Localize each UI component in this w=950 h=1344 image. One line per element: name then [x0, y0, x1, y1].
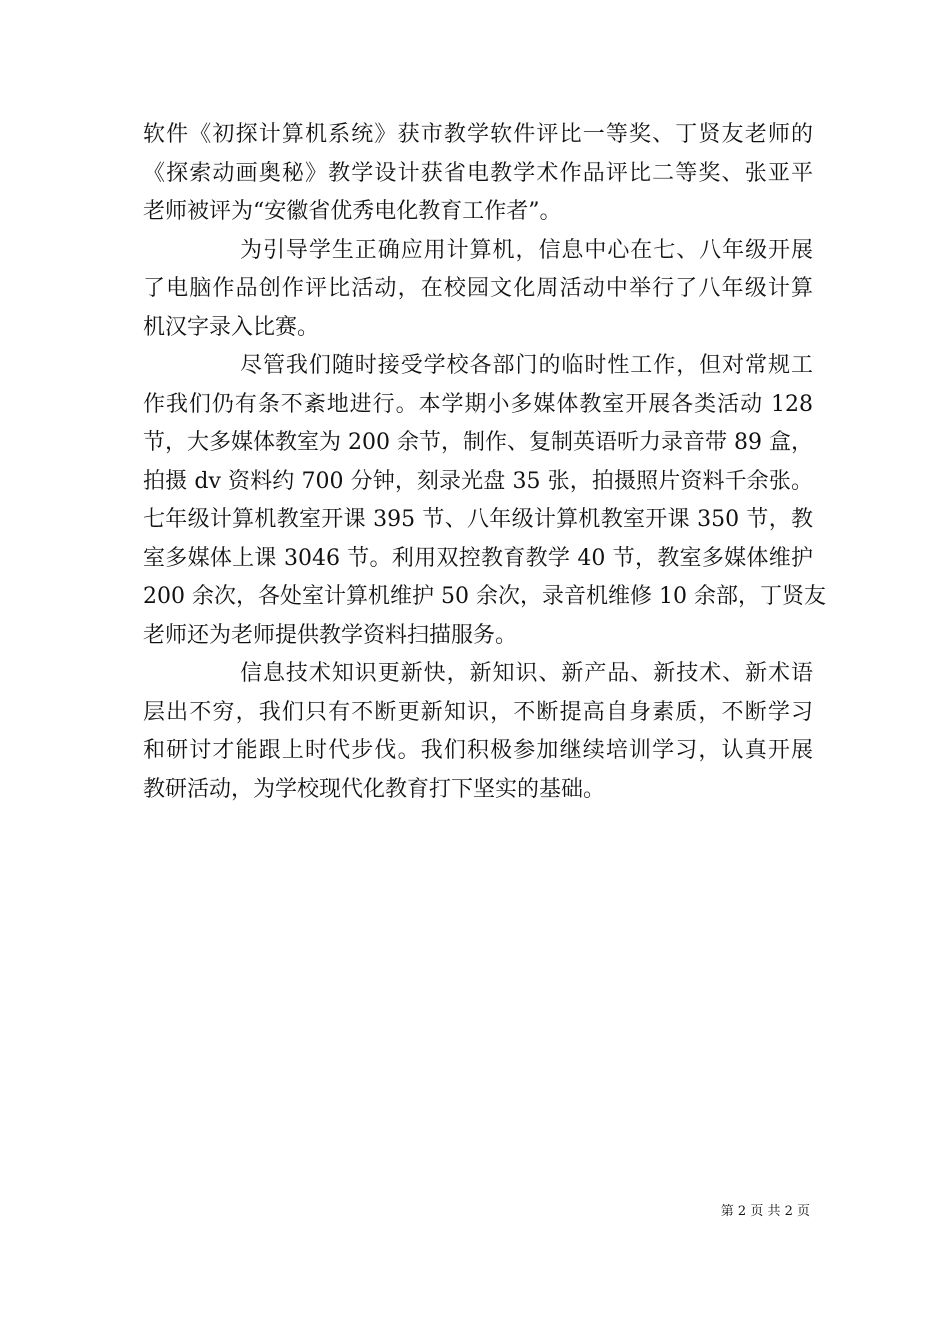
paragraph [143, 347, 826, 655]
text-line: 教研活动，为学校现代化教育打下坚实的基础。 [143, 776, 606, 802]
text-line: 信息技术知识更新快，新知识、新产品、新技术、新术语 [240, 661, 813, 686]
text-line: 老师还为老师提供教学资料扫描服务。 [143, 622, 518, 648]
body-text [143, 116, 826, 809]
paragraph [143, 655, 813, 809]
paragraph [143, 116, 813, 232]
text-line: 室多媒体上课 3046 节。利用双控教育教学 40 节，教室多媒体维护 [143, 545, 813, 571]
text-line: 机汉字录入比赛。 [143, 314, 320, 340]
text-line: 节，大多媒体教室为 200 余节，制作、复制英语听力录音带 89 盒， [143, 430, 813, 455]
page-number: 第 2 页 共 2 页 [720, 1204, 810, 1219]
paragraph [143, 232, 813, 348]
text-line: 作我们仍有条不紊地进行。本学期小多媒体教室开展各类活动 128 [143, 391, 813, 417]
text-line: 200 余次，各处室计算机维护 50 余次，录音机维修 10 余部，丁贤友 [143, 584, 826, 609]
text-line: 为引导学生正确应用计算机，信息中心在七、八年级开展 [240, 237, 813, 263]
text-line: 老师被评为“安徽省优秀电化教育工作者”。 [143, 199, 562, 224]
text-line: 了电脑作品创作评比活动，在校园文化周活动中举行了八年级计算 [143, 276, 813, 301]
text-line: 和研讨才能跟上时代步伐。我们积极参加继续培训学习，认真开展 [143, 738, 813, 763]
text-line: 《探索动画奥秘》教学设计获省电教学术作品评比二等奖、张亚平 [143, 160, 813, 186]
text-line: 软件《初探计算机系统》获市教学软件评比一等奖、丁贤友老师的 [143, 122, 813, 147]
text-line: 七年级计算机教室开课 395 节、八年级计算机教室开课 350 节，教 [143, 507, 813, 532]
text-line: 拍摄 dv 资料约 700 分钟，刻录光盘 35 张，拍摄照片资料千余张。 [143, 468, 813, 494]
text-line: 尽管我们随时接受学校各部门的临时性工作，但对常规工 [240, 353, 813, 378]
text-line: 层出不穷，我们只有不断更新知识，不断提高自身素质，不断学习 [143, 699, 813, 725]
